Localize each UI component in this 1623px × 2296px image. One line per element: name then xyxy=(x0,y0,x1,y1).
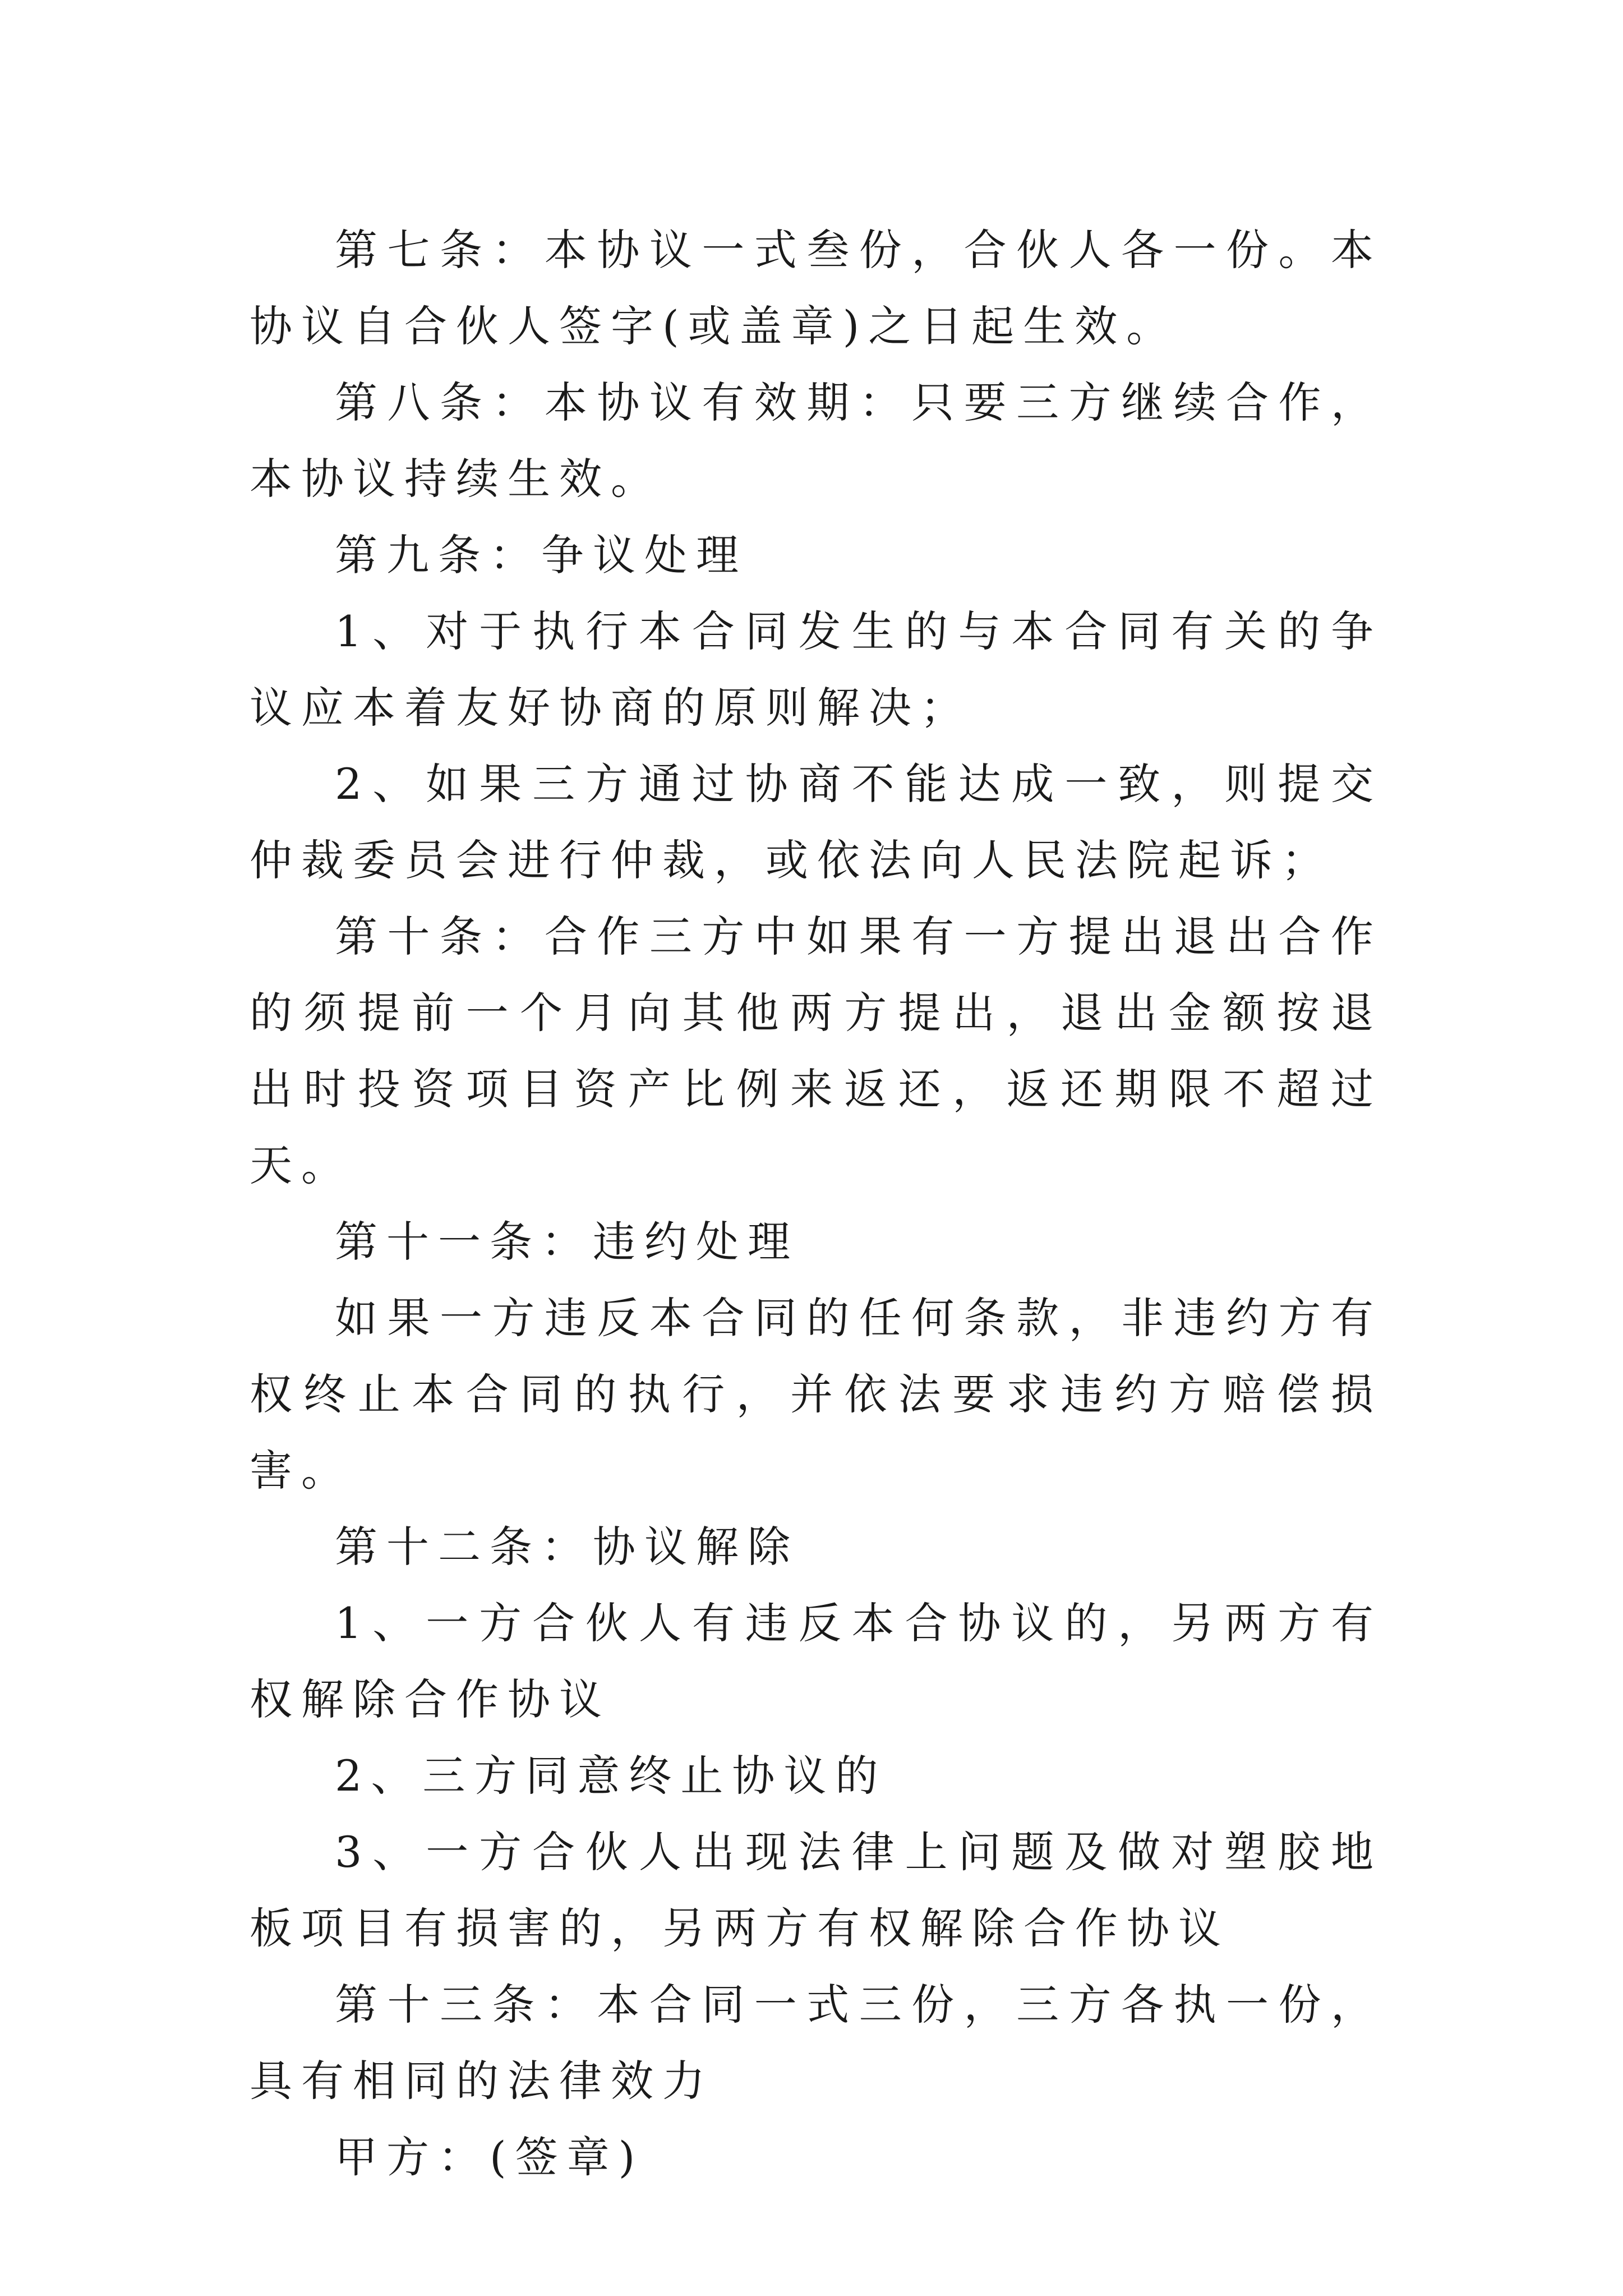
clause-11-heading: 第十一条：违约处理 xyxy=(335,1217,799,1267)
clause-12-item-2: 2、三方同意终止协议的 xyxy=(335,1751,887,1801)
document-body xyxy=(250,212,1382,2196)
clause-8: 第八条：本协议有效期：只要三方继续合作，本协议持续生效。 xyxy=(250,378,1382,504)
clause-12-item-3: 3、一方合伙人出现法律上问题及做对塑胶地板项目有损害的，另两方有权解除合作协议 xyxy=(250,1827,1382,1953)
clause-10: 第十条：合作三方中如果有一方提出退出合作的须提前一个月向其他两方提出，退出金额按退出时投资项目资产比例来返还，返还期限不超过天。 xyxy=(250,912,1382,1190)
clause-12-item-1: 1、一方合伙人有违反本合协议的，另两方有权解除合作协议 xyxy=(250,1598,1382,1724)
clause-9-item-2: 2、如果三方通过协商不能达成一致，则提交仲裁委员会进行仲裁，或依法向人民法院起诉； xyxy=(250,759,1382,885)
clause-12-heading: 第十二条：协议解除 xyxy=(335,1522,799,1572)
clause-9-item-1: 1、对于执行本合同发生的与本合同有关的争议应本着友好协商的原则解决； xyxy=(250,606,1382,733)
clause-7: 第七条：本协议一式叁份，合伙人各一份。本协议自合伙人签字(或盖章)之日起生效。 xyxy=(250,225,1382,351)
clause-11-body: 如果一方违反本合同的任何条款，非违约方有权终止本合同的执行，并依法要求违约方赔偿损害。 xyxy=(250,1293,1382,1496)
clause-13: 第十三条：本合同一式三份，三方各执一份，具有相同的法律效力 xyxy=(250,1980,1382,2106)
party-a-signature-line: 甲方：(签章) xyxy=(335,2132,644,2182)
clause-9-heading: 第九条：争议处理 xyxy=(335,530,748,580)
